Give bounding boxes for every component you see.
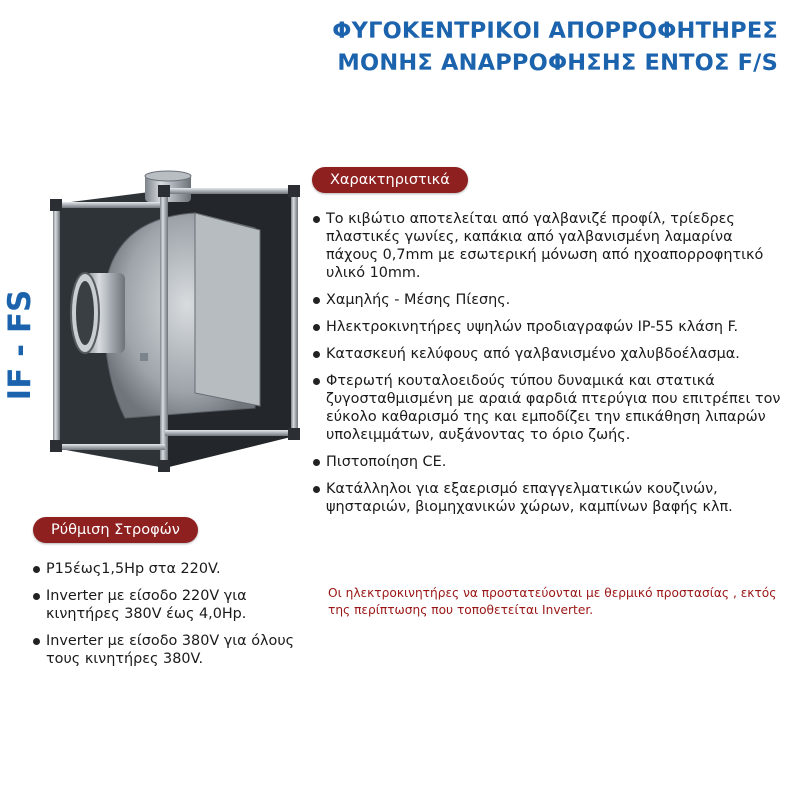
speed-control-list — [33, 560, 318, 677]
list-item: P15έως1,5Hp στα 220V. — [33, 560, 318, 578]
thermal-protection-note: Οι ηλεκτροκινητήρες να προστατεύονται με θερμικό προστασίας , εκτός της περίπτωσης που τοποθετείται Inverter. — [328, 586, 777, 617]
list-item: Κατασκευή κελύφους από γαλβανισμένο χαλυβδοέλασμα. — [313, 345, 789, 363]
side-product-code — [2, 250, 38, 440]
features-list — [313, 210, 789, 525]
list-item: Φτερωτή κουταλοειδούς τύπου δυναμικά και στατικά ζυγοσταθμισμένη με αραιά φαρδιά πτερύγια που επιτρέπει τον εύκολο καθαρισμό της και εμποδίζει την επικάθηση λιπαρών υπολειμμάτων, αυξάνοντας το όριο ζωής. — [313, 372, 789, 444]
centrifugal-fan-box-icon — [45, 168, 310, 478]
list-item: Κατάλληλοι για εξαερισμό επαγγελματικών κουζινών, ψησταριών, βιομηχανικών χώρων, καμπίνων βαφής κλπ. — [313, 480, 789, 516]
list-item: Πιστοποίηση CE. — [313, 453, 789, 471]
list-item: Inverter με είσοδο 380V για όλους τους κινητήρες 380V. — [33, 632, 318, 668]
page-title-line2: ΜΟΝΗΣ ΑΝΑΡΡΟΦΗΣΗΣ ΕΝΤΟΣ F/S — [337, 50, 778, 76]
side-product-code-text: IF - FS — [2, 289, 38, 401]
list-item: Χαμηλής - Μέσης Πίεσης. — [313, 291, 789, 309]
list-item: Το κιβώτιο αποτελείται από γαλβανιζέ προφίλ, τρίεδρες πλαστικές γωνίες, καπάκια από γαλβανισμένη λαμαρίνα πάχους 0,7mm με εσωτερική μόνωση από ηχοαπορροφητικό υλικό 10mm. — [313, 210, 789, 282]
list-item: Inverter με είσοδο 220V για κινητήρες 380V έως 4,0Hp. — [33, 587, 318, 623]
list-item: Ηλεκτροκινητήρες υψηλών προδιαγραφών IP-55 κλάση F. — [313, 318, 789, 336]
page-title-line1: ΦΥΓΟΚΕΝΤΡΙΚΟΙ ΑΠΟΡΡΟΦΗΤΗΡΕΣ — [332, 18, 778, 44]
speed-control-heading: Ρύθμιση Στροφών — [33, 517, 198, 543]
features-heading: Χαρακτηριστικά — [312, 167, 468, 193]
